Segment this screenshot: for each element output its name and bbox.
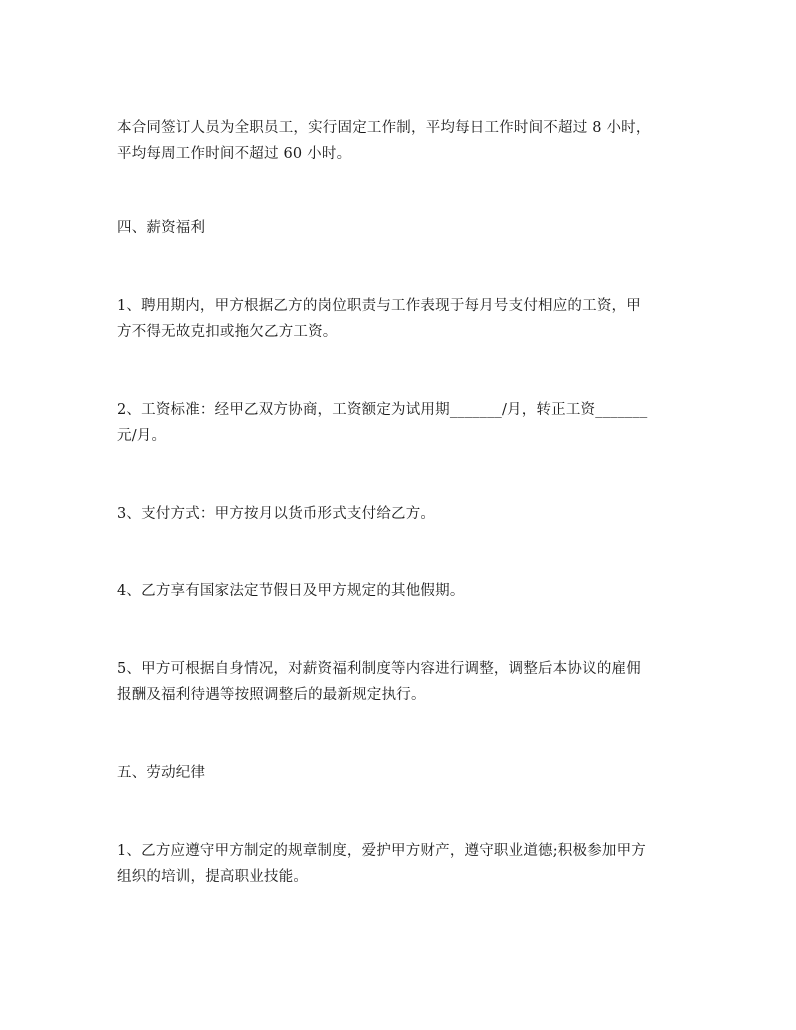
section-heading-salary bbox=[117, 215, 692, 241]
paragraph-line: 方不得无故克扣或拖欠乙方工资。 bbox=[117, 324, 338, 340]
section-heading-text: 五、劳动纪律 bbox=[117, 765, 206, 781]
discipline-item-1 bbox=[117, 838, 692, 890]
salary-item-5 bbox=[117, 656, 692, 708]
section-heading-discipline bbox=[117, 760, 692, 786]
paragraph-line: 本合同签订人员为全职员工，实行固定工作制，平均每日工作时间不超过 8 小时， bbox=[117, 120, 651, 136]
paragraph-line: 5、甲方可根据自身情况，对薪资福利制度等内容进行调整，调整后本协议的雇佣 bbox=[117, 661, 641, 677]
paragraph-line: 1、乙方应遵守甲方制定的规章制度，爱护甲方财产，遵守职业道德;积极参加甲方 bbox=[117, 843, 647, 859]
intro-paragraph bbox=[117, 115, 692, 167]
paragraph-line: 组织的培训，提高职业技能。 bbox=[117, 869, 309, 885]
salary-item-3 bbox=[117, 501, 692, 527]
paragraph-line: 2、工资标准：经甲乙双方协商，工资额定为试用期_______/月，转正工资_______ bbox=[117, 402, 648, 418]
salary-item-4 bbox=[117, 578, 692, 604]
paragraph-line: 平均每周工作时间不超过 60 小时。 bbox=[117, 146, 352, 162]
salary-item-1 bbox=[117, 293, 692, 345]
paragraph-line: 4、乙方享有国家法定节假日及甲方规定的其他假期。 bbox=[117, 583, 465, 599]
paragraph-line: 3、支付方式：甲方按月以货币形式支付给乙方。 bbox=[117, 506, 436, 522]
salary-item-2 bbox=[117, 397, 692, 449]
paragraph-line: 元/月。 bbox=[117, 428, 167, 444]
paragraph-line: 1、聘用期内，甲方根据乙方的岗位职责与工作表现于每月号支付相应的工资，甲 bbox=[117, 298, 641, 314]
paragraph-line: 报酬及福利待遇等按照调整后的最新规定执行。 bbox=[117, 687, 426, 703]
section-heading-text: 四、薪资福利 bbox=[117, 220, 206, 236]
